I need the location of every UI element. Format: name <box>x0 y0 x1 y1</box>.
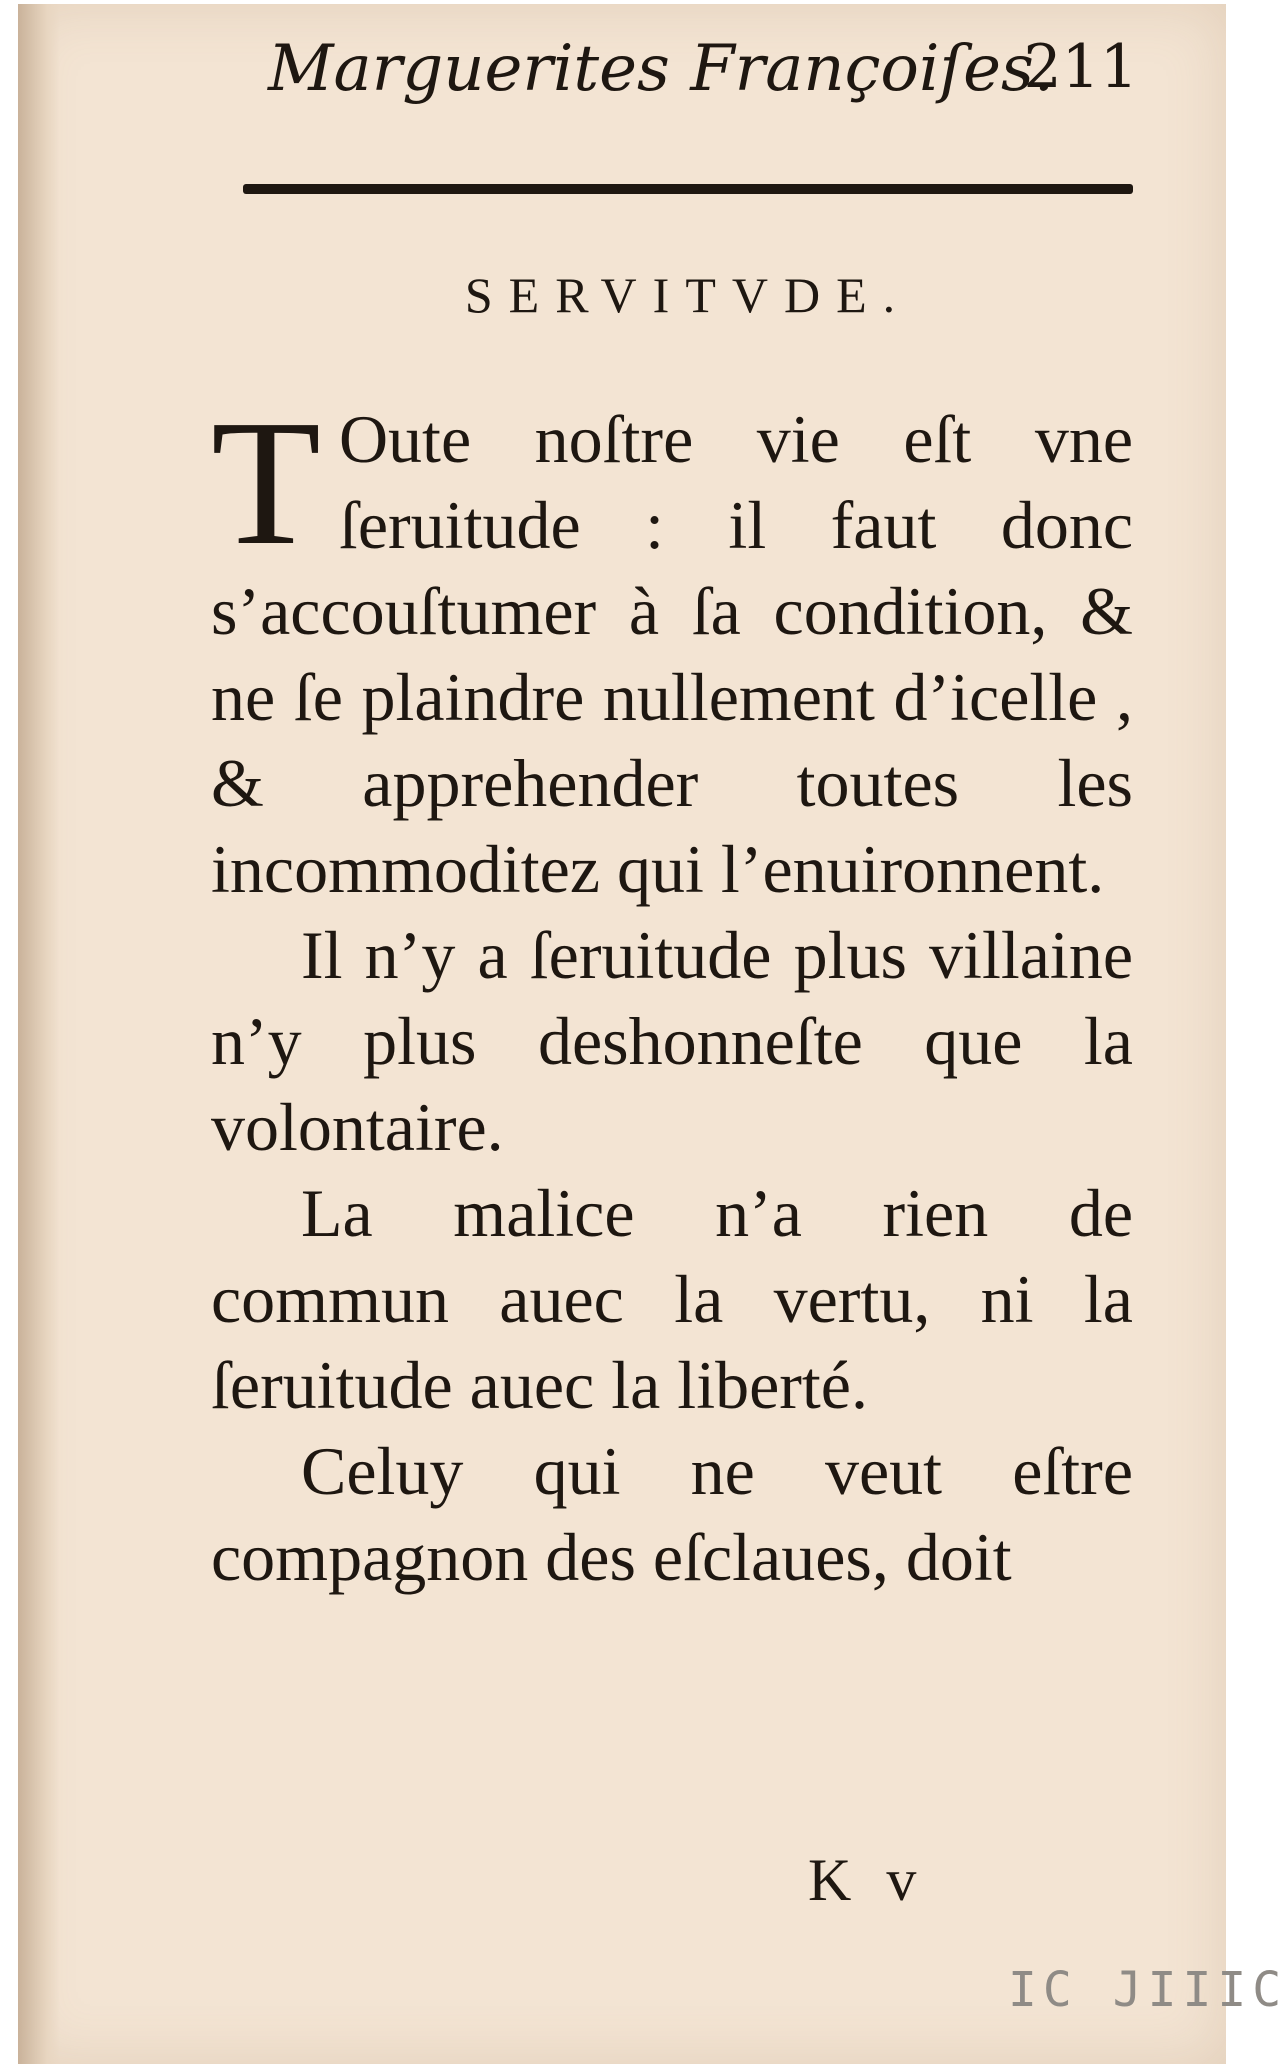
paragraph-4: Celuy qui ne veut eſtre compagnon des eſclaues, doit <box>211 1433 1133 1595</box>
running-head: Marguerites Françoiſes. <box>268 32 1055 106</box>
page-number: 211 <box>1023 32 1138 102</box>
paragraph-3: La malice n’a rien de commun auec la vertu, ni la ſeruitude auec la liberté. <box>211 1175 1133 1423</box>
catchword-signature: K v <box>808 1847 927 1913</box>
page-header <box>268 26 1138 116</box>
book-page <box>18 4 1287 2064</box>
paragraph-1-text: Oute noſtre vie eſt vne ſeruitude : il faut donc s’accouſtumer à ſa condition, & ne ſe plaindre nullement d’icelle , & apprehender toutes les incommoditez qui l’enuironnent. <box>211 401 1133 907</box>
paragraph-1 <box>211 383 1133 912</box>
paragraph-2: Il n’y a ſeruitude plus villaine n’y plus deshonneſte que la volontaire. <box>211 917 1133 1165</box>
section-title: SERVITVDE. <box>464 267 912 323</box>
drop-cap: T <box>211 383 321 582</box>
page-gutter <box>18 4 60 2064</box>
body-text <box>211 383 1133 1600</box>
library-shelfmark: IC JIIIC <box>1008 1962 1287 2018</box>
header-rule <box>243 184 1133 194</box>
